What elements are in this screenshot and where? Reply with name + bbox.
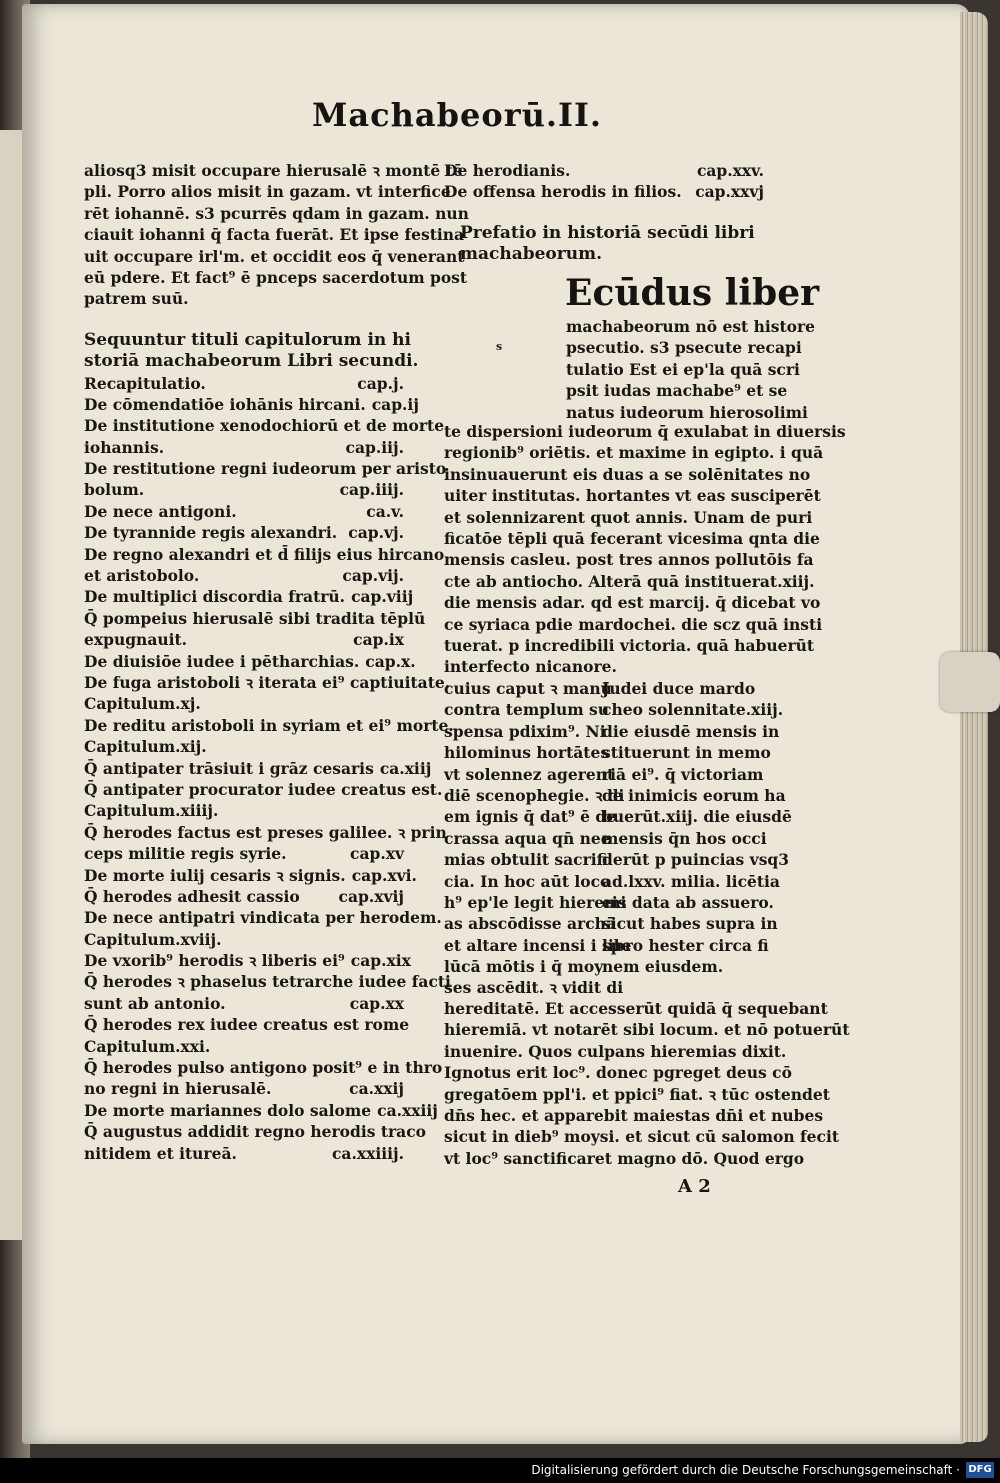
- table-of-contents-continued: [444, 160, 764, 203]
- toc-entry: [84, 629, 404, 650]
- right-column-top: [444, 160, 764, 266]
- text-line: uiter institutas. hortantes vt eas susciperēt: [444, 486, 821, 506]
- text-line: uit occupare irl'm. et occidit eos q̄ venerant: [84, 246, 465, 266]
- toc-entry-title: nitidem et itureā.: [84, 1143, 237, 1163]
- text-line: pli. Porro alios misit in gazam. vt interfice: [84, 182, 451, 202]
- toc-entry-title: De herodianis.: [444, 161, 571, 180]
- left-intro-text: [84, 160, 469, 310]
- text-line: diē scenophegie. ꝛ di: [444, 785, 625, 805]
- toc-entry: [84, 565, 404, 586]
- toc-entry-chapter: cap.xxv.: [696, 161, 764, 180]
- toc-entry: [84, 758, 432, 779]
- toc-entry-title: Q̄ herodes pulso antigono posit⁹ e in thro: [84, 1058, 443, 1078]
- toc-entry-chapter: [426, 1121, 432, 1142]
- toc-entry: [84, 608, 426, 629]
- toc-entry-title: Q̄ antipater trāsiuit i grāz cesaris: [84, 758, 374, 778]
- footer-bar: [0, 1458, 1000, 1483]
- toc-entry-title: De institutione xenodochiorū et de morte: [84, 416, 445, 436]
- toc-entry: [84, 544, 445, 565]
- text-line: ciauit iohanni q̄ facta fuerāt. Et ipse festina: [84, 225, 465, 245]
- preface-heading: [444, 223, 764, 266]
- toc-entry: [84, 779, 443, 800]
- toc-entry-chapter: ca.xxij: [349, 1079, 404, 1099]
- toc-entry-chapter: cap.ix: [353, 630, 404, 650]
- toc-entry-chapter: [425, 608, 431, 629]
- toc-entry-title: Capitulum.xij.: [84, 737, 207, 757]
- text-line: derūt p puincias vsq3: [602, 850, 790, 870]
- text-line: cheo solennitate.xiij.: [602, 700, 784, 720]
- left-column: [84, 160, 469, 1164]
- toc-entry: [84, 586, 414, 607]
- heading-line: Prefatio in historiā secūdi libri: [460, 222, 755, 243]
- toc-entry-title: De nece antipatri vindicata per herodem.: [84, 908, 442, 928]
- toc-entry-title: Capitulum.xxi.: [84, 1036, 211, 1056]
- text-line: hilominus hortātes: [444, 743, 610, 763]
- text-line: mensis casleu. post tres annos pollutōis fa: [444, 550, 814, 570]
- toc-entry-title: Capitulum.xj.: [84, 694, 201, 714]
- table-of-contents: [84, 373, 454, 1164]
- toc-entry-chapter: ca.v.: [366, 501, 404, 521]
- spacer: [444, 203, 764, 223]
- toc-entry-title: De morte mariannes dolo salome: [84, 1100, 372, 1120]
- toc-entry-title: De cōmendatiōe iohānis hircani.: [84, 394, 366, 414]
- heading-line: storiā machabeorum Libri secundi.: [84, 351, 419, 372]
- text-line: aliosq3 misit occupare hierusalē ꝛ montē tē: [84, 161, 463, 180]
- toc-entry-chapter: ca.xxiij: [377, 1100, 438, 1120]
- text-line: cte ab antiocho. Alterā quā instituerat.xiij.: [444, 571, 815, 591]
- toc-entry-title: iohannis.: [84, 437, 165, 457]
- toc-entry-title: Recapitulatio.: [84, 373, 206, 393]
- toc-entry-chapter: cap.iiij.: [339, 480, 404, 500]
- text-line: hieremiā. vt notarēt sibi locum. et nō potuerūt: [444, 1020, 850, 1040]
- toc-entry-chapter: cap.iij.: [345, 437, 404, 457]
- text-line: eū pdere. Et fact⁹ ē pnceps sacerdotum post: [84, 267, 468, 287]
- toc-entry-chapter: cap.xix: [350, 951, 411, 971]
- preface-opening-lines: [566, 316, 816, 423]
- funding-notice: Digitalisierung gefördert durch die Deutsche Forschungsgemeinschaft ·: [531, 1463, 960, 1477]
- toc-entry: [84, 479, 404, 500]
- text-line: die mensis adar. qd est marcij. q̄ dicebat vo: [444, 593, 821, 613]
- toc-entry: [84, 1121, 426, 1142]
- toc-entry-title: Capitulum.xviij.: [84, 929, 222, 949]
- toc-entry-chapter: [409, 1014, 415, 1035]
- toc-entry-title: De reditu aristoboli in syriam et ei⁹ morte.: [84, 715, 454, 735]
- text-line: psit iudas machabe⁹ et se: [566, 381, 788, 401]
- toc-entry-chapter: ca.xxiiij.: [331, 1143, 404, 1163]
- text-line: riā ei⁹. q̄ victoriam: [602, 764, 764, 784]
- text-line: ce syriaca pdie mardochei. die scz quā insti: [444, 614, 823, 634]
- text-line: die eiusdē mensis in: [602, 721, 780, 741]
- toc-entry-title: Q̄ herodes factus est preses galilee. ꝛ prin: [84, 822, 447, 842]
- toc-entry-title: ceps militie regis syrie.: [84, 844, 287, 864]
- text-line: cuius caput ꝛ manū: [444, 679, 612, 698]
- text-line: cia. In hoc aūt loco: [444, 871, 611, 891]
- text-line: hereditatē. Et accesserūt quidā q̄ sequebant: [444, 999, 828, 1018]
- drop-cap-heading: Ecūdus liber: [565, 272, 820, 314]
- toc-entry: [84, 437, 404, 458]
- toc-entry: [84, 736, 404, 757]
- toc-entry-chapter: cap.ij: [371, 394, 419, 414]
- toc-entry-title: De nece antigoni.: [84, 501, 237, 521]
- text-line: dn̄s hec. et apparebit maiestas dn̄i et nubes: [444, 1105, 824, 1125]
- toc-entry-title: De offensa herodis in filios.: [444, 182, 682, 202]
- toc-entry-chapter: cap.xvi.: [351, 865, 417, 885]
- text-line: mias obtulit sacrifi: [444, 850, 608, 870]
- toc-entry-title: bolum.: [84, 480, 145, 500]
- toc-entry-title: no regni in hierusalē.: [84, 1079, 272, 1099]
- text-line: stituerunt in memo: [602, 743, 771, 763]
- toc-entry-chapter: cap.xxvj: [695, 182, 764, 202]
- text-line: mensis q̄n hos occi: [602, 828, 767, 848]
- toc-entry: [84, 1057, 443, 1078]
- toc-entry-chapter: ca.xiij: [379, 758, 432, 778]
- text-line: h⁹ ep'le legit hieremi: [444, 892, 627, 912]
- toc-entry: [84, 693, 404, 714]
- toc-entry: [84, 672, 451, 693]
- toc-entry: [84, 458, 447, 479]
- toc-entry-chapter: cap.j.: [357, 373, 404, 393]
- toc-entry-title: Q̄ augustus addidit regno herodis traco: [84, 1122, 426, 1142]
- toc-entry-title: sunt ab antonio.: [84, 993, 226, 1013]
- preface-subcolumn-right: [602, 678, 792, 977]
- toc-entry-title: Q̄ pompeius hierusalē sibi tradita tēplū: [84, 608, 426, 628]
- text-line: inuenire. Quos culpans hieremias dixit.: [444, 1041, 787, 1061]
- toc-entry-title: De multiplici discordia fratrū.: [84, 587, 346, 607]
- toc-entry: [84, 950, 411, 971]
- toc-entry: [84, 865, 417, 886]
- preface-body: [444, 421, 846, 678]
- text-line: ficatōe tēpli quā fecerant vicesima qnta die: [444, 528, 820, 548]
- text-line: eis data ab assuero.: [602, 892, 774, 912]
- toc-entry-title: Q̄ herodes ꝛ phaselus tetrarche iudee facti: [84, 972, 451, 992]
- heading-line: Sequuntur tituli capitulorum in hi: [84, 329, 412, 350]
- text-line: psecutio. s3 psecute recapi: [566, 338, 802, 358]
- toc-entry-title: De diuisiōe iudee i pētharchias.: [84, 651, 360, 671]
- toc-entry: [84, 971, 451, 992]
- dfg-logo: DFG: [966, 1462, 994, 1478]
- text-line: vt loc⁹ sanctificaret magno dō. Quod ergo: [444, 1148, 805, 1168]
- text-line: et solennizarent quot annis. Unam de puri: [444, 507, 813, 527]
- toc-entry-chapter: [398, 693, 404, 714]
- toc-entry: [84, 501, 404, 522]
- toc-entry: [84, 394, 419, 415]
- toc-entry: [84, 1100, 438, 1121]
- text-line: as abscōdisse archā: [444, 914, 616, 934]
- text-line: machabeorum nō est histore: [566, 317, 816, 336]
- toc-entry: [84, 651, 416, 672]
- toc-entry-title: De vxorib⁹ herodis ꝛ liberis ei⁹: [84, 951, 345, 971]
- toc-entry-title: Q̄ herodes rex iudee creatus est rome: [84, 1015, 410, 1035]
- toc-entry: [84, 993, 404, 1014]
- page-marker-tab: [940, 652, 1000, 712]
- text-line: gregatōem ppl'i. et ppici⁹ fiat. ꝛ tūc ostendet: [444, 1084, 830, 1104]
- toc-entry: [84, 822, 447, 843]
- signature-mark: A 2: [678, 1176, 711, 1197]
- text-line: ad.lxxv. milia. licētia: [602, 871, 780, 891]
- toc-entry-chapter: [398, 1036, 404, 1057]
- toc-entry: [84, 886, 404, 907]
- toc-entry-title: De fuga aristoboli ꝛ iterata ei⁹ captiuitate.: [84, 672, 451, 692]
- heading-line: machabeorum.: [460, 244, 602, 265]
- toc-entry-chapter: [398, 929, 404, 950]
- text-line: nem eiusdem.: [602, 957, 724, 977]
- text-line: sicut in dieb⁹ moysi. et sicut cū salomon fecit: [444, 1127, 840, 1147]
- spacer: [84, 310, 404, 330]
- toc-entry-chapter: [398, 736, 404, 757]
- text-line: Judei duce mardo: [602, 679, 756, 698]
- text-line: tulatio Est ei ep'la quā scri: [566, 359, 800, 379]
- toc-entry-title: De regno alexandri et d̄ filijs eius hircano: [84, 544, 445, 564]
- page-title: Machabeorū.II.: [312, 96, 603, 134]
- text-line: contra templum su: [444, 700, 610, 720]
- text-line: sicut habes supra in: [602, 914, 778, 934]
- chapter-titles-heading: [84, 329, 419, 373]
- text-line: natus iudeorum hierosolimi: [566, 402, 808, 422]
- guide-letter: s: [496, 340, 503, 353]
- text-line: libro hester circa fi: [602, 935, 769, 955]
- toc-entry-title: Q̄ herodes adhesit cassio: [84, 886, 300, 906]
- toc-entry-title: Q̄ antipater procurator iudee creatus est.: [84, 779, 443, 799]
- text-line: te dispersioni iudeorum q̄ exulabat in diuersis: [444, 422, 846, 441]
- text-line: regionib⁹ oriētis. et maxime in egipto. i quā: [444, 443, 824, 463]
- toc-entry: [84, 1014, 410, 1035]
- toc-entry-title: et aristobolo.: [84, 566, 200, 586]
- toc-entry: [84, 522, 404, 543]
- text-line: buerūt.xiij. die eiusdē: [602, 807, 792, 827]
- toc-entry: [444, 160, 764, 181]
- toc-entry: [84, 907, 442, 928]
- toc-entry-title: expugnauit.: [84, 630, 188, 650]
- toc-entry-title: De morte iulij cesaris ꝛ signis.: [84, 865, 346, 885]
- toc-entry-chapter: cap.xvij: [338, 886, 404, 906]
- toc-entry: [84, 1143, 404, 1164]
- toc-entry: [84, 715, 454, 736]
- text-line: interfecto nicanore.: [444, 657, 617, 677]
- text-line: de inimicis eorum ha: [602, 785, 786, 805]
- toc-entry-chapter: [398, 800, 404, 821]
- text-line: et altare incensi i spe: [444, 935, 632, 955]
- text-line: spensa pdixim⁹. Ni: [444, 721, 606, 741]
- toc-entry: [84, 1036, 404, 1057]
- text-line: rēt iohannē. s3 pcurrēs qdam in gazam. nun: [84, 203, 469, 223]
- page-stack-edge: [960, 12, 988, 1442]
- text-line: em ignis q̄ dat⁹ ē de: [444, 807, 617, 827]
- toc-entry: [84, 929, 404, 950]
- toc-entry: [84, 800, 404, 821]
- toc-entry-chapter: cap.vij.: [342, 566, 404, 586]
- toc-entry-chapter: cap.xx: [349, 993, 404, 1013]
- toc-entry: [84, 373, 404, 394]
- toc-entry: [84, 1078, 404, 1099]
- preface-body-continued: [444, 998, 850, 1169]
- toc-entry-chapter: cap.x.: [365, 651, 416, 671]
- text-line: insinuauerunt eis duas a se solēnitates no: [444, 464, 811, 484]
- toc-entry-chapter: cap.vj.: [348, 523, 404, 543]
- text-line: patrem suū.: [84, 289, 189, 309]
- preface-subcolumn-left: [444, 678, 632, 999]
- toc-entry-title: De tyrannide regis alexandri.: [84, 523, 338, 543]
- toc-entry: [84, 415, 445, 436]
- text-line: ses ascēdit. ꝛ vidit di: [444, 978, 624, 998]
- text-line: lūcā mōtis i q̄ moy: [444, 957, 604, 977]
- toc-entry: [444, 181, 764, 202]
- toc-entry-title: De restitutione regni iudeorum per aristo: [84, 459, 447, 479]
- text-line: vt solennez agerent: [444, 764, 615, 784]
- toc-entry-title: Capitulum.xiiij.: [84, 801, 219, 821]
- toc-entry-chapter: cap.viij: [351, 587, 414, 607]
- toc-entry: [84, 843, 404, 864]
- text-line: crassa aqua qn̄ nee: [444, 828, 611, 848]
- text-line: Ignotus erit loc⁹. donec pgreget deus cō: [444, 1063, 792, 1083]
- toc-entry-chapter: cap.xv: [350, 844, 404, 864]
- text-line: tuerat. p incredibili victoria. quā habuerūt: [444, 635, 815, 655]
